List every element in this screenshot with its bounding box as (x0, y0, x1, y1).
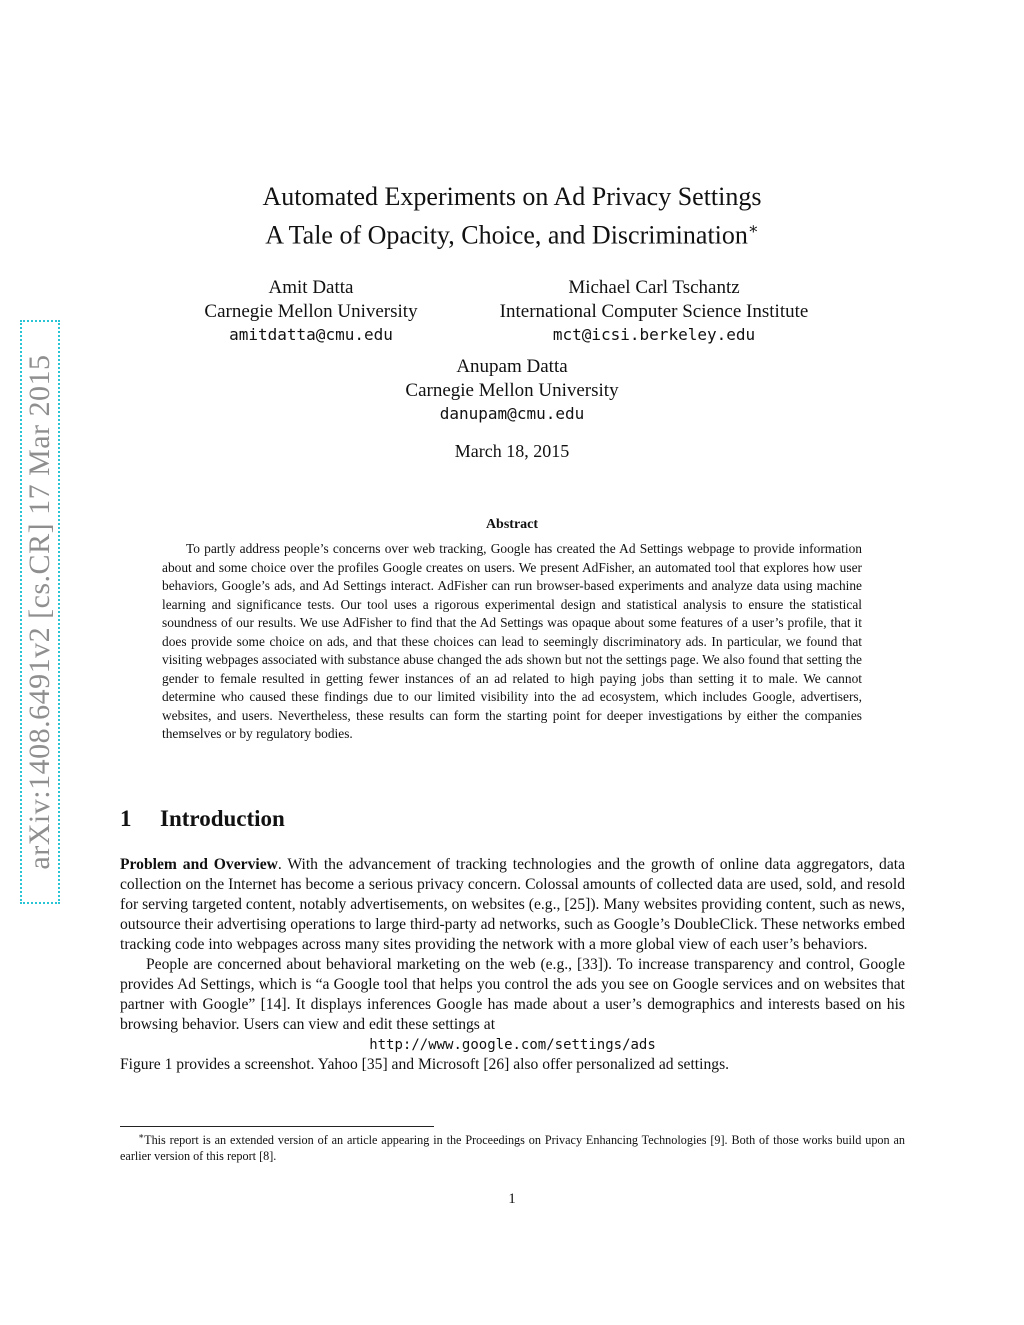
section-number: 1 (120, 806, 132, 831)
arxiv-identifier: arXiv:1408.6491v2 [cs.CR] 17 Mar 2015 (23, 354, 56, 870)
author-email[interactable]: amitdatta@cmu.edu (229, 325, 393, 344)
paragraph-ad-settings: People are concerned about behavioral marketing on the web (e.g., [33]). To increase transparency and control, Google provides Ad Settings, which is “a Google tool that helps you control the ads you see on Google services and on websites that partner with Google” [14]. It displays inferences Google has made about a user’s demographics and interests based on his browsing behavior. Users can view and edit these settings at (120, 956, 905, 1033)
introduction-body (120, 855, 905, 1075)
author-name: Amit Datta (268, 277, 354, 298)
author-affiliation: International Computer Science Institute (499, 300, 809, 322)
paragraph-figure-reference: Figure 1 provides a screenshot. Yahoo [35] and Microsoft [26] also offer personalized ad settings. (120, 1056, 730, 1073)
author-email[interactable]: mct@icsi.berkeley.edu (552, 325, 756, 344)
section-title: Introduction (160, 806, 285, 831)
abstract-heading: Abstract (485, 517, 539, 532)
author-block-2 (470, 276, 838, 347)
author-email[interactable]: danupam@cmu.edu (439, 404, 585, 423)
author-affiliation: Carnegie Mellon University (405, 379, 619, 401)
abstract-text: To partly address people’s concerns over web tracking, Google has created the Ad Settings webpage to provide information about and some choice over the profiles Google creates on users. We present AdFisher, an automated tool that explores how user behaviors, Google’s ads, and Ad Settings interact. AdFisher can run browser-based experiments and analyze data using machine learning and significance tests. Our tool uses a rigorous experimental design and statistical analysis to ensure the statistical soundness of our results. We use AdFisher to find that the Ad Settings was opaque about some features of a user’s profile, that it does provide some choice on ads, and that these choices can lead to seemingly discriminatory ads. In particular, we found that visiting webpages associated with substance abuse changed the ads shown but not the settings page. We also found that setting the gender to female resulted in getting fewer instances of an ad related to high paying jobs than setting it to male. We cannot determine who caused these findings due to our limited visibility into the ad ecosystem, which includes Google, advertisers, websites, and users. Nevertheless, these results can form the starting point for deeper investigations by either the companies themselves or by regulatory bodies. (162, 541, 862, 741)
footnote-rule (120, 1126, 434, 1127)
title-footnote-marker: ∗ (747, 221, 759, 238)
footnote: ∗This report is an extended version of an article appearing in the Proceedings on Privacy Enhancing Technologies [9]. Both of those works build upon an earlier version of this report [8]. (120, 1131, 905, 1164)
paper-title-line2: A Tale of Opacity, Choice, and Discrimination∗ (265, 220, 759, 250)
runin-heading: Problem and Overview (120, 856, 278, 873)
section-heading (120, 806, 285, 832)
author-block-3 (0, 355, 1024, 426)
author-block-1 (180, 276, 442, 347)
paragraph-problem-overview: Problem and Overview. With the advancement of tracking technologies and the growth of online data aggregators, data collection on the Internet has become a serious privacy concern. Colossal amounts of collected data are used, sold, and resold for serving targeted content, notably advertisements, on websites (e.g., [25]). Many websites providing content, such as news, outsource their advertising operations to large third-party ad networks, such as Google’s DoubleClick. These networks embed tracking code into webpages across many sites providing the network with a more global view of each user’s behaviors. (120, 856, 906, 953)
paper-title-line1: Automated Experiments on Ad Privacy Settings (262, 182, 762, 211)
author-affiliation: Carnegie Mellon University (204, 300, 418, 322)
author-name: Michael Carl Tschantz (568, 277, 740, 298)
footnote-marker: ∗ (138, 1131, 145, 1141)
publication-date: March 18, 2015 (454, 441, 570, 461)
page-number: 1 (508, 1191, 516, 1207)
author-name: Anupam Datta (456, 356, 568, 377)
ad-settings-url[interactable]: http://www.google.com/settings/ads (369, 1037, 656, 1053)
